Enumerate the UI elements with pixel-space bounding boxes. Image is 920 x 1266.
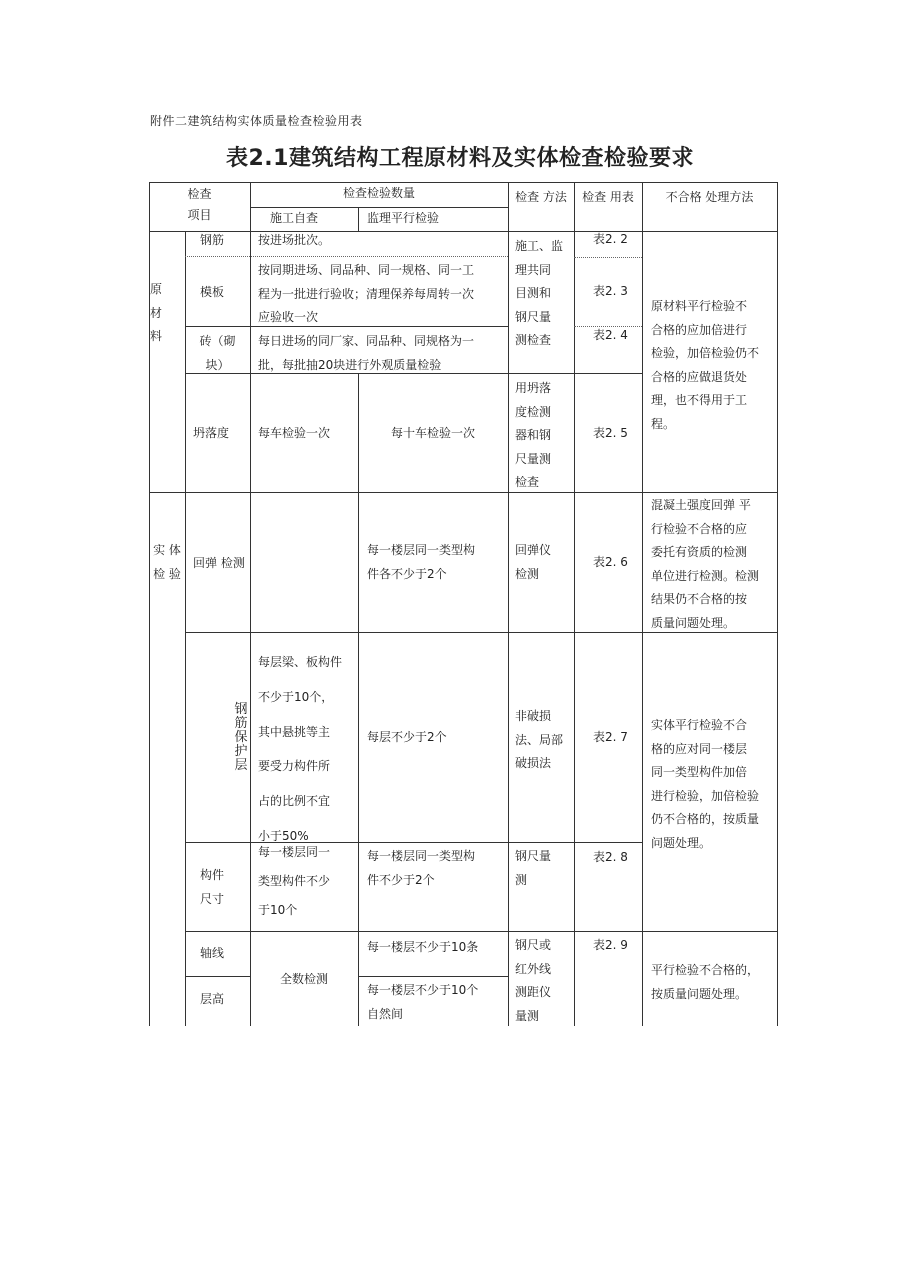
brick-quantity: 每日进场的同厂家、同品种、同规格为一 批，每批抽20块进行外观质量检验 [258, 334, 475, 372]
document-title: 表2.1建筑结构工程原材料及实体检查检验要求 [226, 146, 694, 171]
slump-check-method: 用坍落 度检测 器和钢 尺量测 检查 [515, 381, 552, 489]
axis-height-self-check: 全数检测 [279, 972, 328, 986]
rebound-supervision-check: 每一楼层同一类型构 件各不少于2个 [367, 543, 476, 581]
item-axis: 轴线 [200, 946, 225, 960]
item-brick: 砖（砌 块） [199, 334, 236, 372]
rebar-cover-check-method: 非破损 法、局部 破损法 [515, 709, 564, 770]
slump-supervision-check: 每十车检验一次 [390, 426, 475, 440]
item-floor-height: 层高 [200, 992, 225, 1006]
rebar-cover-supervision-check: 每层不少于2个 [367, 730, 447, 744]
ref-table-2-3: 表2. 3 [593, 284, 628, 298]
item-member-size: 构件 尺寸 [200, 868, 225, 906]
raw-nonconform-handling: 原材料平行检验不 合格的应加倍进行 检验，加倍检验仍不 合格的应做退货处 理，也不得用于工 程。 [651, 299, 760, 431]
item-slump: 坍落度 [193, 426, 230, 440]
member-size-self-check: 每一楼层同一 类型构件不少 于10个 [258, 845, 331, 917]
item-formwork: 模板 [200, 285, 225, 299]
item-rebar: 钢筋 [200, 233, 225, 247]
formwork-quantity: 按同期进场、同品种、同一规格、同一工 程为一批进行验收；清理保养每周转一次 应验收一次 [258, 263, 475, 324]
header-item-label-line2: 项目 [187, 208, 212, 222]
ref-table-2-9: 表2. 9 [593, 938, 628, 952]
member-size-supervision-check: 每一楼层同一类型构 件不少于2个 [367, 849, 476, 887]
header-method: 检查 方法 [515, 190, 567, 204]
group-raw-materials: 原 材 料 [150, 282, 163, 343]
rebar-quantity: 按进场批次。 [258, 233, 331, 247]
header-quantity: 检查检验数量 [342, 186, 415, 200]
ref-table-2-4: 表2. 4 [593, 328, 628, 342]
materials-check-method: 施工、监 理共同 目测和 钢尺量 测检查 [515, 239, 564, 347]
axis-nonconform-handling: 平行检验不合格的， 按质量问题处理。 [651, 963, 760, 1001]
ref-table-2-7: 表2. 7 [593, 730, 628, 744]
header-self-check: 施工自查 [270, 211, 319, 225]
item-rebar-cover: 钢 筋 保 护 层 [234, 702, 248, 773]
group-entity-inspection: 实 体 检 验 [153, 543, 181, 581]
ref-table-2-6: 表2. 6 [593, 555, 628, 569]
rebound-check-method: 回弹仪 检测 [515, 543, 552, 581]
rebar-cover-self-check: 每层梁、板构件 不少于10个， 其中悬挑等主 要受力构件所 占的比例不宜 小于50% [258, 655, 343, 843]
header-table-ref: 检查 用表 [582, 190, 634, 204]
item-rebound: 回弹 检测 [193, 556, 245, 570]
ref-table-2-8: 表2. 8 [593, 850, 628, 864]
floor-height-supervision-check: 每一楼层不少于10个 自然间 [367, 983, 479, 1021]
rebound-nonconform-handling: 混凝土强度回弹 平 行检验不合格的应 委托有资质的检测 单位进行检测。检测 结果仍不合格的按 质量问题处理。 [651, 498, 760, 630]
ref-table-2-2: 表2. 2 [593, 232, 628, 246]
ref-table-2-5: 表2. 5 [593, 426, 628, 440]
document-caption: 附件二建筑结构实体质量检查检验用表 [150, 114, 363, 128]
header-item-label-line1: 检查 [187, 187, 212, 201]
axis-supervision-check: 每一楼层不少于10条 [367, 940, 479, 954]
header-supervision-check: 监理平行检验 [367, 211, 440, 225]
axis-check-method: 钢尺或 红外线 测距仪 量测 [515, 938, 552, 1023]
member-size-check-method: 钢尺量 测 [515, 849, 552, 887]
header-nonconform: 不合格 处理方法 [665, 190, 754, 204]
slump-self-check: 每车检验一次 [258, 426, 331, 440]
cover-nonconform-handling: 实体平行检验不合 格的应对同一楼层 同一类型构件加倍 进行检验，加倍检验 仍不合格的，按质量 问题处理。 [651, 718, 760, 850]
